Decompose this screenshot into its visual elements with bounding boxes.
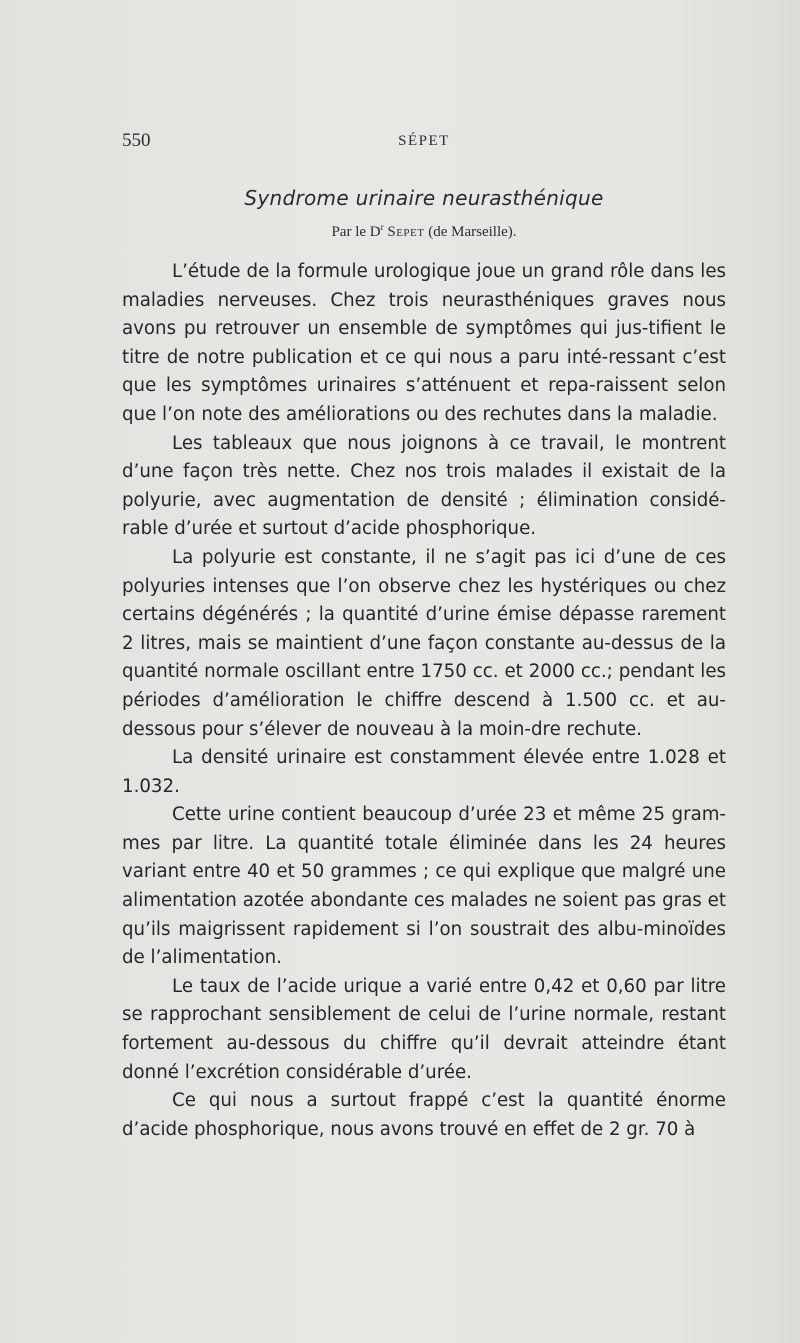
paragraph: Ce qui nous a surtout frappé c’est la quantité énorme d’acide phosphorique, nous avons trouvé en effet de 2 gr. 70 à <box>122 1090 726 1140</box>
running-head: SÉPET <box>398 133 450 149</box>
byline-prefix: Par le D <box>331 224 381 240</box>
paragraph: La polyurie est constante, il ne s’agit pas ici d’une de ces polyuries intenses que l’on observe chez les hystériques ou chez certains dégénérés ; la quantité d’urine émise dépasse rarement 2 litres, mais se maintient d’une façon constante au-dessus de la quantité normale oscillant entre 1750 cc. et 2000 cc.; pendant les périodes d’amélioration le chiffre descend à 1.500 cc. et au-dessous pour s’élever de nouveau à la moin-dre rechute. <box>122 546 726 740</box>
byline-author: Sepet <box>387 224 425 240</box>
byline-sup: r <box>380 222 384 232</box>
paragraph: La densité urinaire est constamment élevée entre 1.028 et 1.032. <box>122 747 726 797</box>
byline-suffix: (de Marseille). <box>428 224 517 240</box>
paragraph: Le taux de l’acide urique a varié entre 0,42 et 0,60 par litre se rapprochant sensiblement de celui de l’urine normale, restant fortement au-dessous du chiffre qu’il devrait atteindre étant donné l’excrétion considérable d’urée. <box>122 975 726 1083</box>
byline <box>122 222 726 241</box>
page-number: 550 <box>122 130 151 151</box>
paragraph: Les tableaux que nous joignons à ce travail, le montrent d’une façon très nette. Chez nos trois malades il existait de la polyurie, avec augmentation de densité ; élimination considé-rable d’urée et surtout d’acide phosphorique. <box>122 432 726 540</box>
paragraph: Cette urine contient beaucoup d’urée 23 et même 25 gram-mes par litre. La quantité totale éliminée dans les 24 heures variant entre 40 et 50 grammes ; ce qui explique que malgré une alimentation azotée abondante ces malades ne soient pas gras et qu’ils maigrissent rapidement si l’on soustrait des albu-minoïdes de l’alimentation. <box>122 804 726 969</box>
article-body <box>122 258 726 1144</box>
page-header <box>122 130 726 154</box>
article-title: Syndrome urinaire neurasthénique <box>244 186 604 210</box>
paragraph: L’étude de la formule urologique joue un grand rôle dans les maladies nerveuses. Chez trois neurasthéniques graves nous avons pu retrouver un ensemble de symptômes qui jus-tifient le titre de notre publication et ce qui nous a paru inté-ressant c’est que les symptômes urinaires s’atténuent et repa-raissent selon que l’on note des améliorations ou des rechutes dans la maladie. <box>122 261 726 425</box>
